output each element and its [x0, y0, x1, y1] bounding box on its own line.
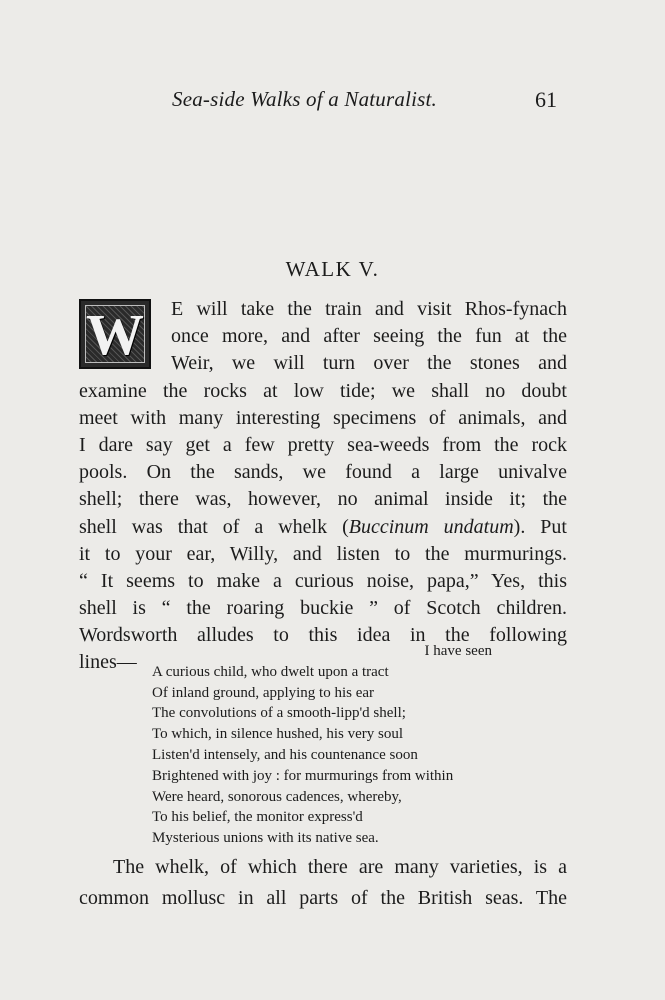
- text-line: shell is “ the roaring buckie ” of Scotch children.: [79, 597, 567, 620]
- text-line: shell; there was, however, no animal inside it; the: [79, 488, 567, 511]
- poem-line: Of inland ground, applying to his ear: [152, 684, 375, 701]
- poem-line: To which, in silence hushed, his very soul: [152, 726, 403, 743]
- poem-line: I have seen: [424, 643, 492, 659]
- text-line: lines—: [79, 651, 137, 674]
- text-line: meet with many interesting specimens of animals, and: [79, 406, 567, 429]
- poem-line: A curious child, who dwelt upon a tract: [152, 663, 389, 680]
- text-line: The whelk, of which there are many varieties, is a: [113, 856, 567, 878]
- species-name: Buccinum undatum: [348, 515, 514, 538]
- text-segment: ). Put: [513, 515, 567, 538]
- text-segment: shell was that of a whelk (: [79, 515, 349, 538]
- text-line: pools. On the sands, we found a large univalve: [79, 461, 567, 484]
- poem-line: To his belief, the monitor express'd: [152, 809, 363, 826]
- text-line: [79, 514, 567, 541]
- text-line: I dare say get a few pretty sea-weeds from the rock: [79, 433, 567, 456]
- drop-cap-letter: W: [86, 301, 144, 367]
- page-number: 61: [535, 87, 557, 112]
- poem-line: Mysterious unions with its native sea.: [152, 830, 379, 847]
- poem-line: Brightened with joy : for murmurings from within: [152, 767, 454, 784]
- running-title: Sea-side Walks of a Naturalist.: [172, 87, 438, 111]
- text-line: it to your ear, Willy, and listen to the murmurings.: [79, 542, 567, 565]
- poem-quotation: [152, 641, 492, 849]
- poem-line: The convolutions of a smooth-lipp'd shell;: [152, 705, 406, 722]
- paragraph-2: [79, 852, 567, 914]
- text-line: examine the rocks at low tide; we shall no doubt: [79, 379, 567, 402]
- text-line: common mollusc in all parts of the British seas. The: [79, 887, 567, 909]
- poem-line: Were heard, sonorous cadences, whereby,: [152, 788, 402, 805]
- text-line: once more, and after seeing the fun at the: [171, 325, 567, 348]
- chapter-heading: WALK V.: [285, 257, 380, 281]
- poem-line: Listen'd intensely, and his countenance soon: [152, 746, 418, 763]
- text-line: Weir, we will turn over the stones and: [171, 352, 567, 375]
- text-line: E will take the train and visit Rhos-fynach: [171, 298, 567, 320]
- text-line: “ It seems to make a curious noise, papa,” Yes, this: [79, 569, 567, 592]
- paragraph-1: [79, 296, 567, 677]
- text-line: Wordsworth alludes to this idea in the following: [79, 624, 567, 647]
